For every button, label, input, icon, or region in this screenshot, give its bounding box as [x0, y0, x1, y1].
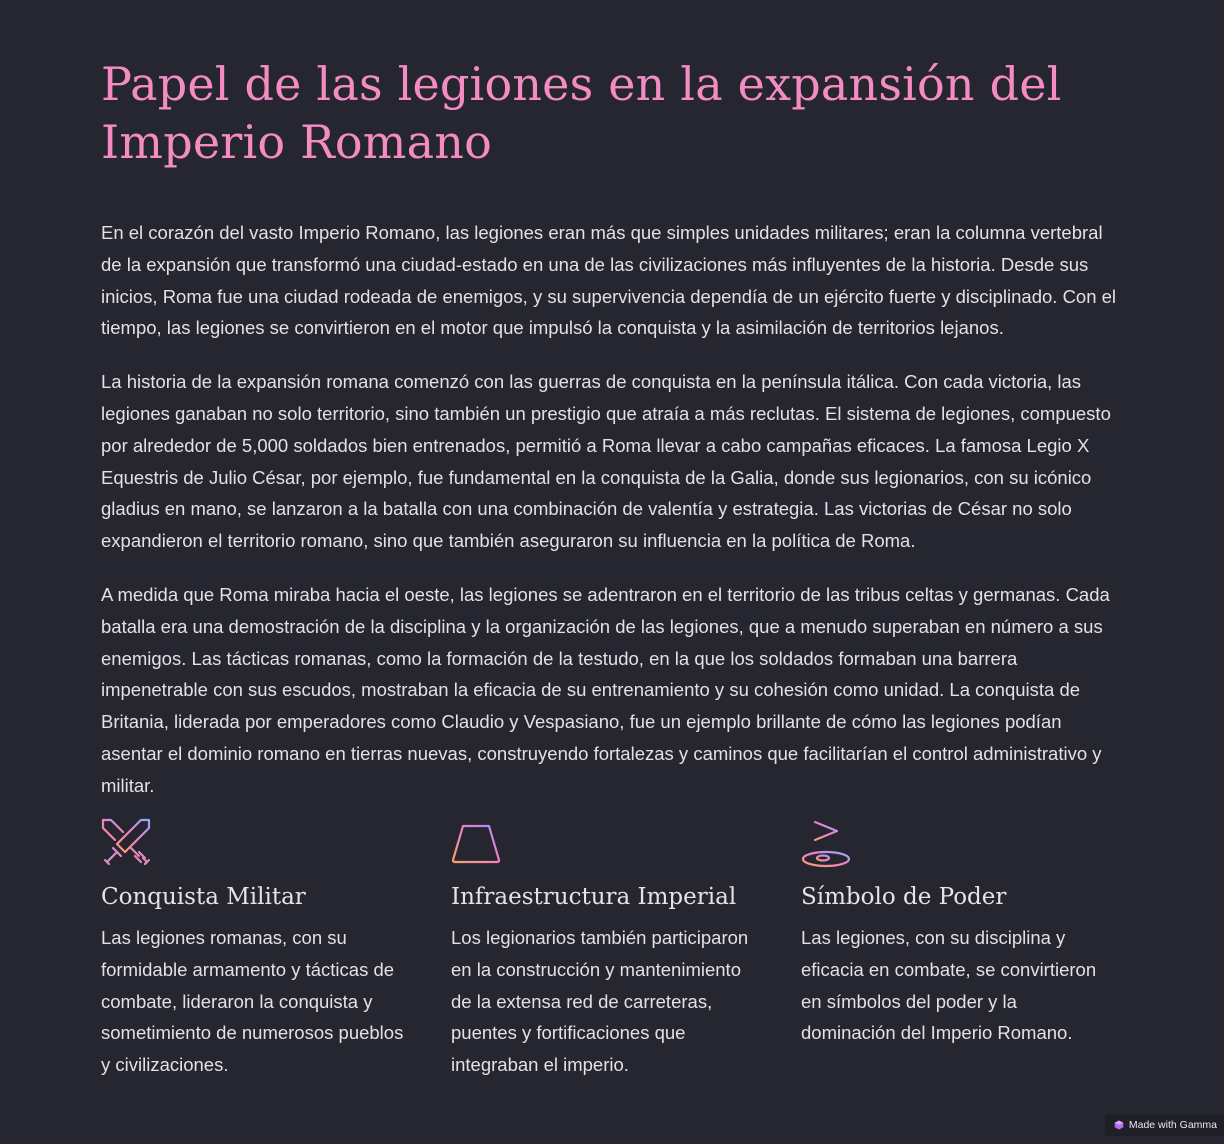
feature-title: Conquista Militar	[101, 884, 306, 910]
feature-grid	[101, 818, 1131, 1081]
document-page	[101, 55, 1121, 824]
paragraph-1: En el corazón del vasto Imperio Romano, las legiones eran más que simples unidades militares; eran la columna vertebral de la expansión que transformó una ciudad-estado en una de las civilizaciones más influyentes de la historia. Desde sus inicios, Roma fue una ciudad rodeada de enemigos, y su supervivencia dependía de un ejército fuerte y disciplinado. Con el tiempo, las legiones se convirtieron en el motor que impulsó la conquista y la asimilación de territorios lejanos.	[101, 222, 1117, 339]
road-icon	[451, 818, 501, 868]
feature-title: Símbolo de Poder	[801, 884, 1007, 910]
feature-simbolo-de-poder	[801, 818, 1131, 1081]
feature-text: Los legionarios también participaron en la construcción y mantenimiento de la extensa red de carreteras, puentes y fortificaciones que integraban el imperio.	[451, 927, 749, 1076]
page-title: Papel de las legiones en la expansión del Imperio Romano	[101, 57, 1062, 169]
flag-goal-icon	[801, 818, 851, 868]
gamma-logo-icon	[1114, 1120, 1124, 1130]
feature-infraestructura-imperial	[451, 818, 801, 1081]
feature-title: Infraestructura Imperial	[451, 884, 737, 910]
badge-label: Made with Gamma	[1128, 1119, 1217, 1131]
paragraph-2: La historia de la expansión romana comenzó con las guerras de conquista en la península itálica. Con cada victoria, las legiones ganaban no solo territorio, sino también un prestigio que atraía a más reclutas. El sistema de legiones, compuesto por alrededor de 5,000 soldados bien entrenados, permitió a Roma llevar a cabo campañas eficaces. La famosa Legio X Equestris de Julio César, por ejemplo, fue fundamental en la conquista de la Galia, donde sus legionarios, con su icónico gladius en mano, se lanzaron a la batalla con una combinación de valentía y estrategia. Las victorias de César no solo expandieron el territorio romano, sino que también aseguraron su influencia en la política de Roma.	[101, 371, 1111, 552]
paragraph-3: A medida que Roma miraba hacia el oeste, las legiones se adentraron en el territorio de las tribus celtas y germanas. Cada batalla era una demostración de la disciplina y la organización de las legiones, que a menudo superaban en número a sus enemigos. Las tácticas romanas, como la formación de la testudo, en la que los soldados formaban una barrera impenetrable con sus escudos, mostraban la eficacia de su entrenamiento y su cohesión como unidad. La conquista de Britania, liderada por emperadores como Claudio y Vespasiano, fue un ejemplo brillante de cómo las legiones podían asentar el dominio romano en tierras nuevas, construyendo fortalezas y caminos que facilitarían el control administrativo y militar.	[101, 583, 1110, 796]
made-with-gamma-badge[interactable]	[1105, 1114, 1224, 1136]
feature-conquista-militar	[101, 818, 451, 1081]
feature-text: Las legiones, con su disciplina y eficacia en combate, se convirtieron en símbolos del poder y la dominación del Imperio Romano.	[801, 927, 1097, 1044]
feature-text: Las legiones romanas, con su formidable armamento y tácticas de combate, lideraron la conquista y sometimiento de numerosos pueblos y civilizaciones.	[101, 927, 404, 1076]
crossed-swords-icon	[101, 818, 151, 868]
